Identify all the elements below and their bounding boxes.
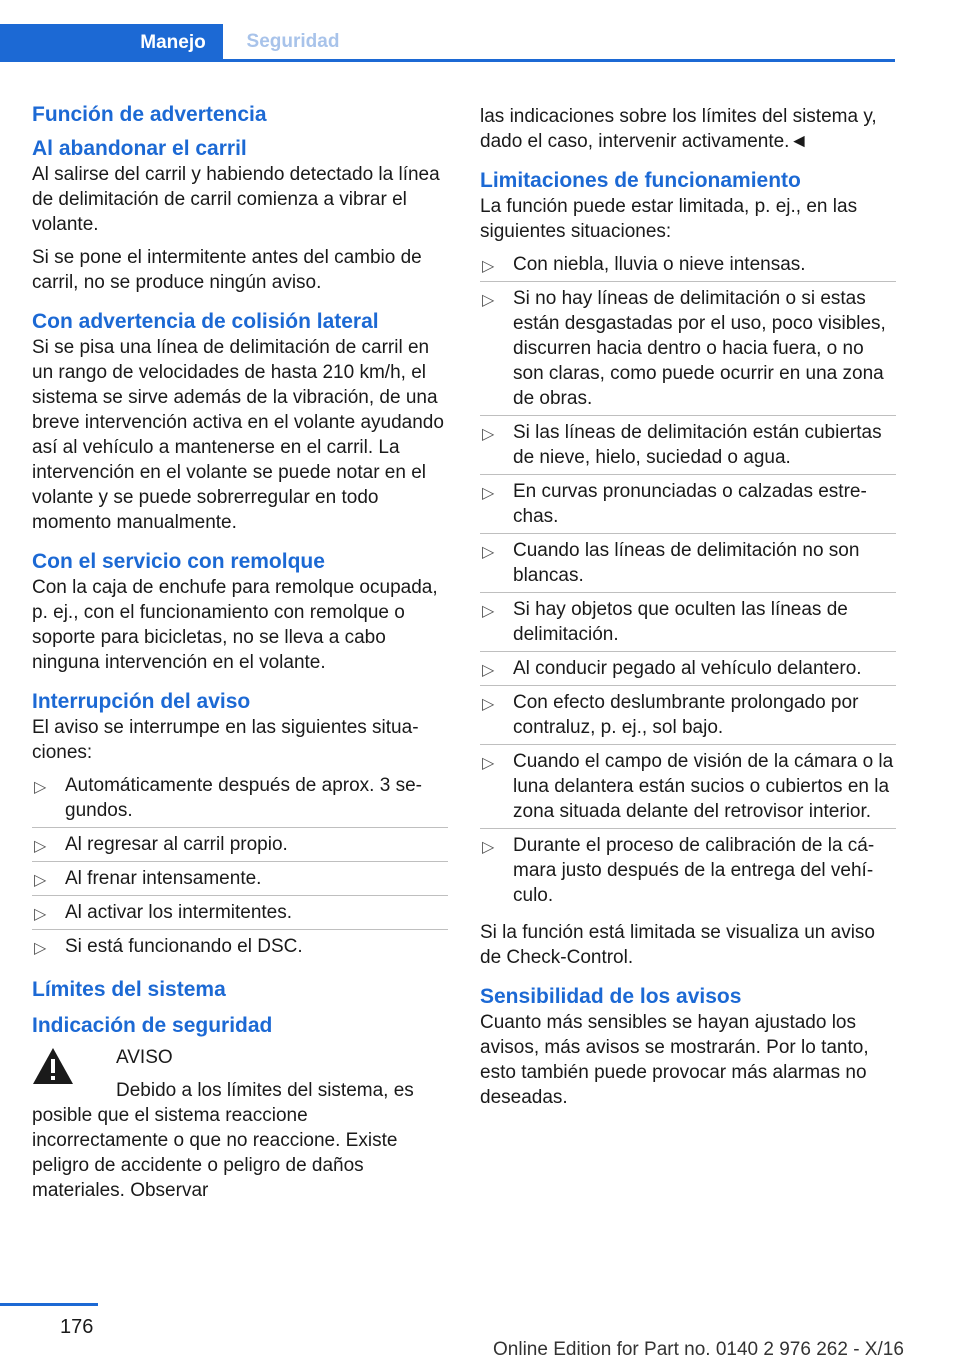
list-item: ▷ Con efecto deslumbrante prolongado por contraluz, p. ej., sol bajo. (480, 686, 896, 745)
list-item: ▷ Durante el proceso de calibración de la cámara justo después de la entrega del vehículo. (482, 835, 875, 906)
bullet-triangle-icon: ▷ (34, 779, 47, 796)
edition-text: Online Edition for Part no. 0140 2 976 262 - X/16 (493, 1339, 904, 1360)
warning-block (32, 1045, 448, 1203)
bullet-triangle-icon: ▷ (482, 544, 495, 561)
bullet-triangle-icon: ▷ (482, 426, 495, 443)
list-item: ▷ En curvas pronunciadas o calzadas estrechas. (480, 475, 896, 534)
bullet-triangle-icon: ▷ (482, 292, 495, 309)
tab-manejo[interactable]: Manejo (140, 32, 206, 53)
interruption-list (32, 769, 448, 963)
warning-triangle-icon (32, 1047, 74, 1085)
heading-limites-sistema: Límites del sistema (32, 978, 226, 1001)
list-item: ▷ Si las líneas de delimitación están cubiertas de nieve, hielo, suciedad o agua. (480, 416, 896, 475)
paragraph: Con la caja de enchufe para remolque ocupada, p. ej., con el funcionamiento con remolque o soporte para bicicletas, no se lleva a cabo ninguna intervención en el volante. (32, 577, 438, 673)
heading-interrupcion-aviso: Interrupción del aviso (32, 690, 251, 713)
list-item: ▷ Al regresar al carril propio. (32, 828, 448, 862)
list-item: ▷ Automáticamente después de aprox. 3 segundos. (32, 769, 448, 828)
footer-rule (0, 1303, 98, 1306)
list-item: ▷ Si hay objetos que oculten las líneas de delimitación. (480, 593, 896, 652)
page-header (0, 0, 960, 62)
heading-funcion-advertencia: Función de advertencia (32, 103, 267, 126)
list-item: ▷ Al activar los intermitentes. (32, 896, 448, 930)
page-number: 176 (60, 1316, 94, 1338)
list-item: ▷ Cuando las líneas de delimitación no son blancas. (480, 534, 896, 593)
bullet-triangle-icon: ▷ (482, 258, 495, 275)
list-item: ▷ Con niebla, lluvia o nieve intensas. (480, 248, 896, 282)
limitations-list (480, 248, 896, 912)
paragraph: El aviso se interrumpe en las siguientes situaciones: (32, 717, 419, 763)
paragraph: Al salirse del carril y habiendo detectado la línea de delimitación de carril comienza a vibrar el volante. (32, 164, 440, 235)
right-column (480, 100, 896, 1118)
bullet-triangle-icon: ▷ (482, 662, 495, 679)
header-rule (0, 59, 895, 62)
heading-limitaciones-funcionamiento: Limitaciones de funcionamiento (480, 169, 801, 192)
warning-title: AVISO (116, 1047, 173, 1068)
paragraph: Si se pone el intermitente antes del cambio de carril, no se produce ningún aviso. (32, 247, 422, 293)
bullet-triangle-icon: ▷ (34, 906, 47, 923)
list-item: ▷ Si no hay líneas de delimitación o si estas están desgastadas por el uso, poco visibles, discurren hacia dentro o hacia fuera, o no son claras, como puede ocurrir en una zona de obras. (480, 282, 896, 416)
list-item: ▷ Cuando el campo de visión de la cámara o la luna delantera están sucios o cubiertos en la zona situada delante del retrovisor interior. (480, 745, 896, 829)
paragraph: La función puede estar limitada, p. ej., en las siguientes situaciones: (480, 196, 858, 242)
heading-sensibilidad-avisos: Sensibilidad de los avisos (480, 985, 742, 1008)
paragraph: Cuanto más sensibles se hayan ajustado los avisos, más avisos se mostrarán. Por lo tanto, esto también puede provocar más alarmas no deseadas. (480, 1012, 869, 1108)
list-item: ▷ Al conducir pegado al vehículo delantero. (480, 652, 896, 686)
bullet-triangle-icon: ▷ (34, 940, 47, 957)
bullet-triangle-icon: ▷ (482, 485, 495, 502)
bullet-triangle-icon: ▷ (34, 872, 47, 889)
heading-abandonar-carril: Al abandonar el carril (32, 137, 247, 160)
tab-seguridad[interactable]: Seguridad (246, 31, 340, 52)
bullet-triangle-icon: ▷ (482, 755, 495, 772)
bullet-triangle-icon: ▷ (482, 839, 495, 856)
paragraph: las indicaciones sobre los límites del sistema y, dado el caso, intervenir activamente.◄ (480, 106, 877, 152)
bullet-triangle-icon: ▷ (482, 603, 495, 620)
heading-indicacion-seguridad: Indicación de seguridad (32, 1014, 273, 1037)
bullet-triangle-icon: ▷ (34, 838, 47, 855)
heading-servicio-remolque: Con el servicio con remolque (32, 550, 325, 573)
warning-text: Debido a los límites del sistema, es posible que el sistema reaccione incorrectamente o que no reaccione. Existe peligro de accidente o peligro de daños materiales. Observar (32, 1080, 414, 1201)
paragraph: Si la función está limitada se visualiza un aviso de Check-Control. (480, 922, 875, 968)
bullet-triangle-icon: ▷ (482, 696, 495, 713)
paragraph: Si se pisa una línea de delimitación de carril en un rango de velocidades de hasta 210 km/h, el sistema se sirve además de la vibración, de una breve intervención activa en el volante ayudando así al vehículo a mantenerse en el carril. La intervención en el volante se puede notar en el volante y se puede sobrerregular en todo momento manualmente. (32, 337, 444, 533)
left-column (32, 100, 448, 1203)
heading-colision-lateral: Con advertencia de colisión lateral (32, 310, 379, 333)
list-item: ▷ Si está funcionando el DSC. (32, 930, 448, 963)
list-item: ▷ Al frenar intensamente. (32, 862, 448, 896)
